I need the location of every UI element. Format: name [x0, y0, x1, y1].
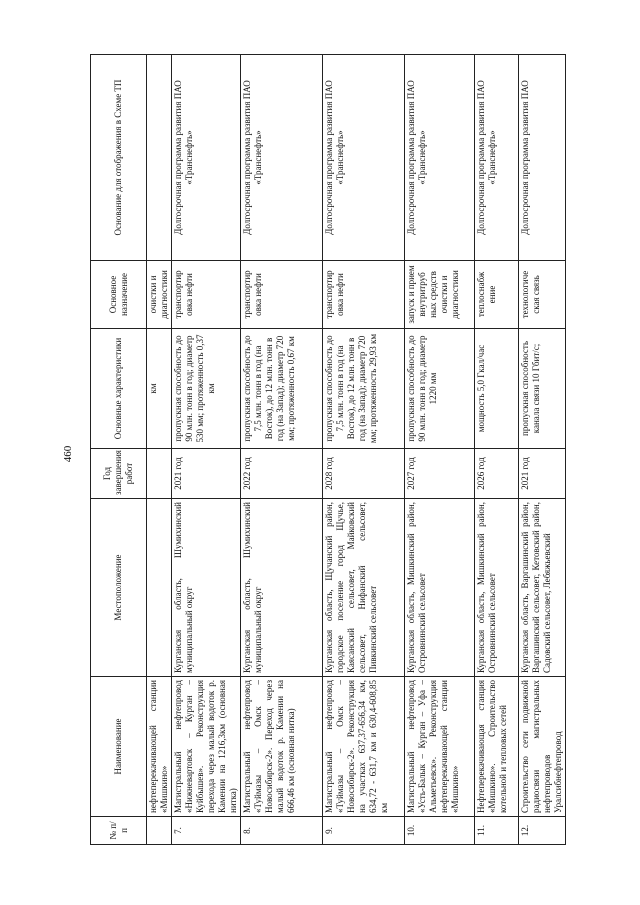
cell-characteristics: км — [147, 329, 172, 449]
cell-purpose: транспортир овка нефти — [172, 261, 241, 329]
cell-location — [147, 499, 172, 677]
cell-location: Курганская область, Шумихинский муниципальный округ — [241, 499, 323, 677]
cell-characteristics: мощность 5,0 Гкал/час — [475, 329, 519, 449]
table-row — [519, 55, 566, 845]
cell-year: 2021 год — [172, 449, 241, 499]
cell-basis — [147, 55, 172, 261]
column-header: Основные характеристики — [91, 329, 147, 449]
cell-location: Курганская область, Варгашинский район, Варгашинский сельсовет, Кетовский район, Садовский сельсовет, Лебяжьевский — [519, 499, 566, 677]
cell-characteristics: пропускная способность канала связи 10 Гбит/с; — [519, 329, 566, 449]
cell-purpose: транспортир овка нефти — [323, 261, 405, 329]
cell-location: Курганская область, Мишкинский район, Островнинский сельсовет — [475, 499, 519, 677]
cell-purpose: технологиче ская связь — [519, 261, 566, 329]
cell-name: нефтеперекачивающей станции «Мишкино» — [147, 677, 172, 817]
table-row — [241, 55, 323, 845]
cell-characteristics: пропускная способность до 7,5 млн. тонн в год (на Восток), до 12 млн. тонн в год (на Запад); диаметр 720 мм; протяженность 29,93 км — [323, 329, 405, 449]
cell-name: Строительство сети подвижной радиосвязи магистральных нефтепроводов Уралсибнефтепровод — [519, 677, 566, 817]
cell-characteristics: пропускная способность до 7,5 млн. тонн в год (на Восток), до 12 млн. тонн в год (на Запад); диаметр 720 мм; протяженность 0,67 км — [241, 329, 323, 449]
cell-purpose: теплоснабж ение — [475, 261, 519, 329]
cell-basis: Долгосрочная программа развития ПАО «Транснефть» — [172, 55, 241, 261]
cell-characteristics: пропускная способность до 90 млн. тонн в год; диаметр 1220 мм — [405, 329, 475, 449]
table-row — [172, 55, 241, 845]
cell-basis: Долгосрочная программа развития ПАО «Транснефть» — [241, 55, 323, 261]
column-header: Наименование — [91, 677, 147, 817]
cell-no — [147, 817, 172, 845]
cell-purpose: транспортир овка нефти — [241, 261, 323, 329]
cell-name: Магистральный нефтепровод «Нижневартовск – Курган – Куйбышев». Реконструкция перехода через малый водоток р. Камении на 1216,3км (основная нитка) — [172, 677, 241, 817]
cell-characteristics: пропускная способность до 90 млн. тонн в год; диаметр 530 мм; протяженность 0,37 км — [172, 329, 241, 449]
table-row — [323, 55, 405, 845]
table-row — [147, 55, 172, 845]
objects-table — [90, 54, 566, 845]
cell-no: 12. — [519, 817, 566, 845]
cell-basis: Долгосрочная программа развития ПАО — [519, 55, 566, 261]
cell-name: Магистральный нефтепровод «Туймазы – Омск – Новосибирск-2». Реконструкция на участках 637,37-656,34 км, 634,72 - 631,7 км и 630,4-608,85 км — [323, 677, 405, 817]
page-number: 460 — [62, 445, 74, 463]
cell-name: Нефтеперекачивающая станция «Мишкино». Строительство котельной и тепловых сетей — [475, 677, 519, 817]
column-header: Основное назначение — [91, 261, 147, 329]
cell-basis: Долгосрочная программа развития ПАО «Транснефть» — [405, 55, 475, 261]
cell-basis: Долгосрочная программа развития ПАО «Транснефть» — [323, 55, 405, 261]
cell-purpose: очистки и диагностики — [147, 261, 172, 329]
column-header: Год завершения работ — [91, 449, 147, 499]
cell-location: Курганская область, Мишкинский район, Островнинский сельсовет — [405, 499, 475, 677]
cell-name: Магистральный нефтепровод «Усть-Балык – Курган – Уфа – Альметьевск». Реконструкция нефтеперекачивающей станции «Мишкино» — [405, 677, 475, 817]
cell-no: 9. — [323, 817, 405, 845]
cell-year: 2021 год — [519, 449, 566, 499]
cell-year: 2026 год — [475, 449, 519, 499]
cell-year: 2027 год — [405, 449, 475, 499]
cell-no: 11. — [475, 817, 519, 845]
cell-no: 8. — [241, 817, 323, 845]
cell-year: 2022 год — [241, 449, 323, 499]
cell-no: 10. — [405, 817, 475, 845]
rotated-page-content — [90, 55, 563, 845]
cell-year: 2028 год — [323, 449, 405, 499]
cell-name: Магистральный нефтепровод «Туймазы – Омск – Новосибирск-2». Переход через малый водоток р. Камении на 666,46 км (основная нитка) — [241, 677, 323, 817]
cell-basis: Долгосрочная программа развития ПАО «Транснефть» — [475, 55, 519, 261]
column-header: Основание для отображения в Схеме ТП — [91, 55, 147, 261]
column-header: Местоположение — [91, 499, 147, 677]
cell-location: Курганская область, Шумихинский муниципальный округ — [172, 499, 241, 677]
table-row — [405, 55, 475, 845]
table-header-row — [91, 55, 147, 845]
column-header: № п/п — [91, 817, 147, 845]
table-row — [475, 55, 519, 845]
cell-no: 7. — [172, 817, 241, 845]
cell-location: Курганская область, Щучанский район, городское поселение город Щучье, Каясанский сельсовет, Майковский сельсовет, Нифанский сельсовет, Пивкинский сельсовет — [323, 499, 405, 677]
cell-year — [147, 449, 172, 499]
cell-purpose: запуск и прием внутритруб ных средств очистки и диагностики — [405, 261, 475, 329]
